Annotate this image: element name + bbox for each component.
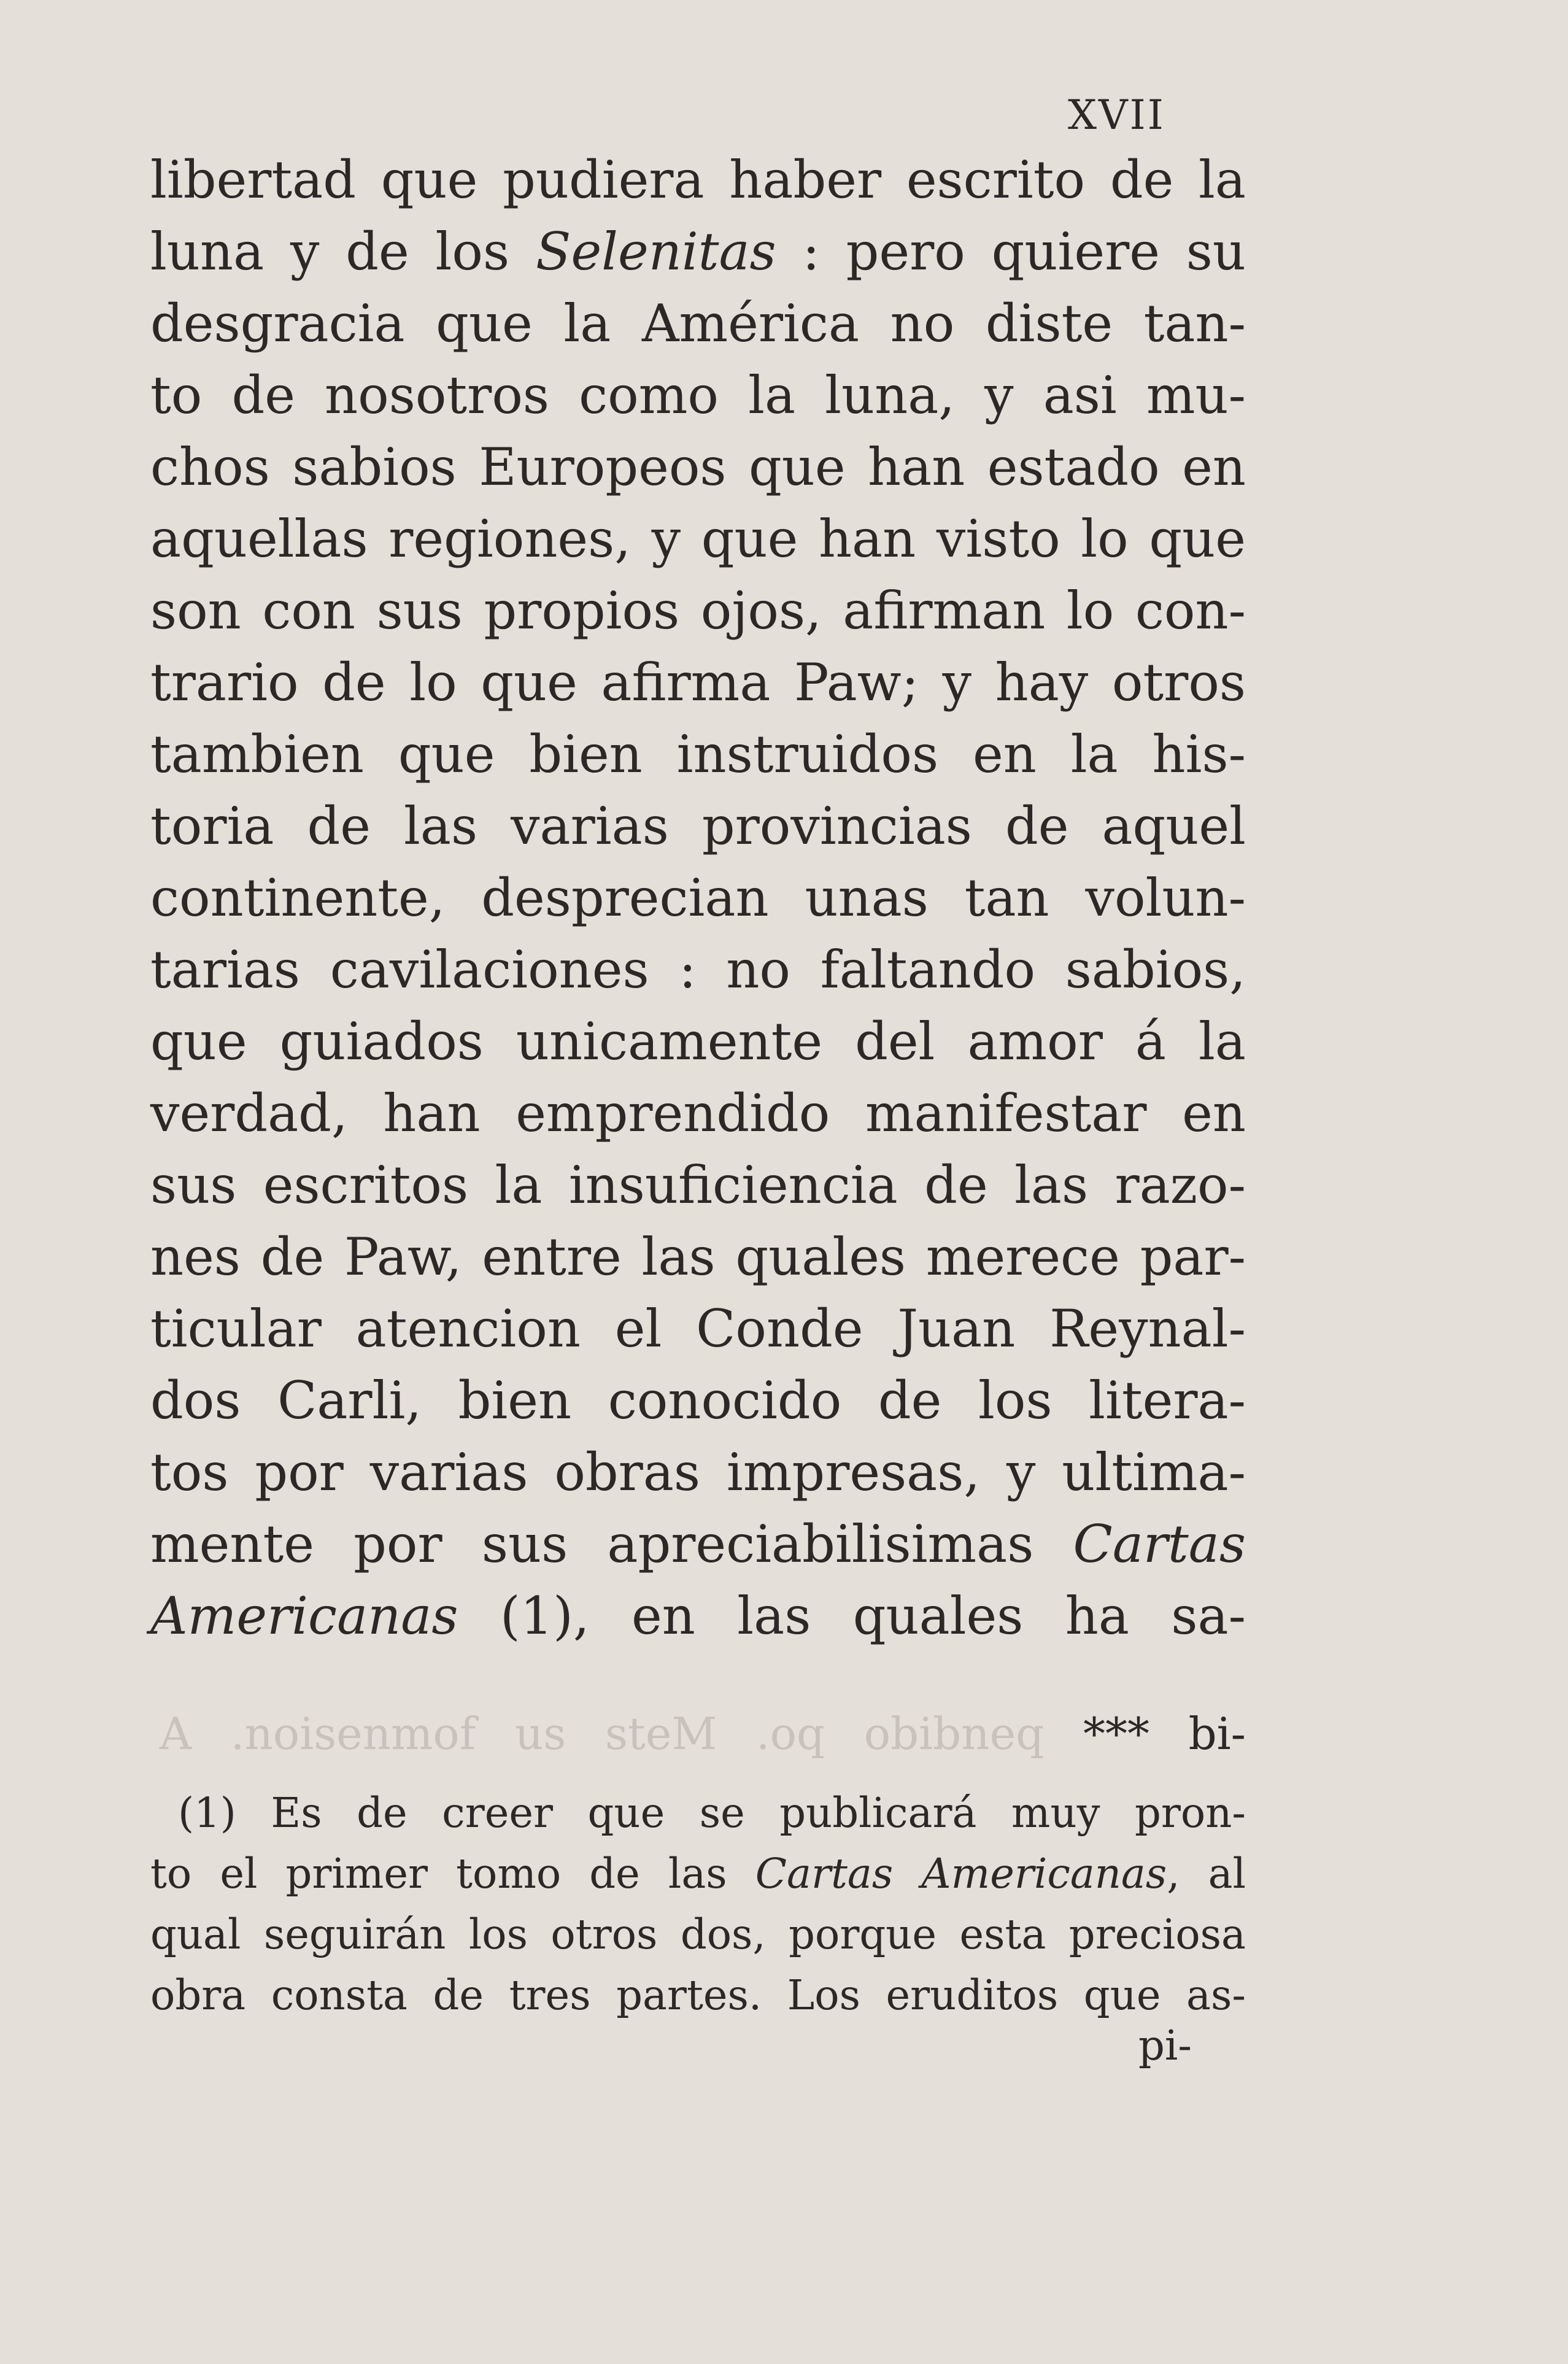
text-line: continente, desprecian unas tan volun- bbox=[150, 868, 1246, 928]
footnote-line: to el primer tomo de las Cartas Americanas, al bbox=[150, 1850, 1246, 1898]
show-through-text: A .noisenmof us steM .oq obibneq bbox=[160, 1708, 1045, 1759]
footnote bbox=[150, 1783, 1246, 2026]
text-line: toria de las varias provincias de aquel bbox=[150, 796, 1246, 856]
italic-term: Cartas Americanas bbox=[755, 1850, 1167, 1898]
text-line: chos sabios Europeos que han estado en bbox=[150, 437, 1246, 497]
signature-catchline bbox=[160, 1706, 1246, 1761]
text-line: sus escritos la insuficiencia de las razo- bbox=[150, 1155, 1246, 1215]
footnote-line: (1) Es de creer que se publicará muy pron- bbox=[178, 1789, 1246, 1837]
text-line: verdad, han emprendido manifestar en bbox=[150, 1083, 1246, 1143]
text-line: tos por varias obras impresas, y ultima- bbox=[150, 1442, 1246, 1502]
catchword: bi- bbox=[1188, 1708, 1246, 1759]
text-line: son con sus propios ojos, afirman lo con- bbox=[150, 581, 1246, 641]
italic-term: Americanas bbox=[150, 1586, 458, 1646]
text-line: luna y de los Selenitas : pero quiere su bbox=[150, 222, 1246, 282]
text-line: que guiados unicamente del amor á la bbox=[150, 1011, 1246, 1072]
text-line: tarias cavilaciones : no faltando sabios, bbox=[150, 940, 1246, 1000]
text-line: nes de Paw, entre las quales merece par- bbox=[150, 1227, 1246, 1287]
italic-term: Selenitas bbox=[535, 222, 776, 282]
text-line: Americanas (1), en las quales ha sa- bbox=[150, 1586, 1246, 1646]
footnote-line: qual seguirán los otros dos, porque esta preciosa bbox=[150, 1910, 1246, 1958]
text-line: mente por sus apreciabilisimas Cartas bbox=[150, 1514, 1246, 1574]
text-line: aquellas regiones, y que han visto lo que bbox=[150, 509, 1246, 569]
text-line: dos Carli, bien conocido de los litera- bbox=[150, 1370, 1246, 1431]
signature-mark: *** bbox=[1083, 1708, 1149, 1759]
footnote-catchword: pi- bbox=[1138, 2022, 1192, 2069]
text-line: trario de lo que afirma Paw; y hay otros bbox=[150, 652, 1246, 713]
footnote-line: obra consta de tres partes. Los eruditos que as- bbox=[150, 1971, 1246, 2019]
text-line: desgracia que la América no diste tan- bbox=[150, 293, 1246, 353]
text-line: tambien que bien instruidos en la his- bbox=[150, 724, 1246, 784]
text-line: to de nosotros como la luna, y asi mu- bbox=[150, 365, 1246, 425]
text-line: libertad que pudiera haber escrito de la bbox=[150, 150, 1246, 210]
text-line: ticular atencion el Conde Juan Reynal- bbox=[150, 1299, 1246, 1359]
italic-term: Cartas bbox=[1073, 1514, 1246, 1574]
body-text bbox=[150, 144, 1246, 1652]
page-number: XVII bbox=[1068, 91, 1165, 139]
